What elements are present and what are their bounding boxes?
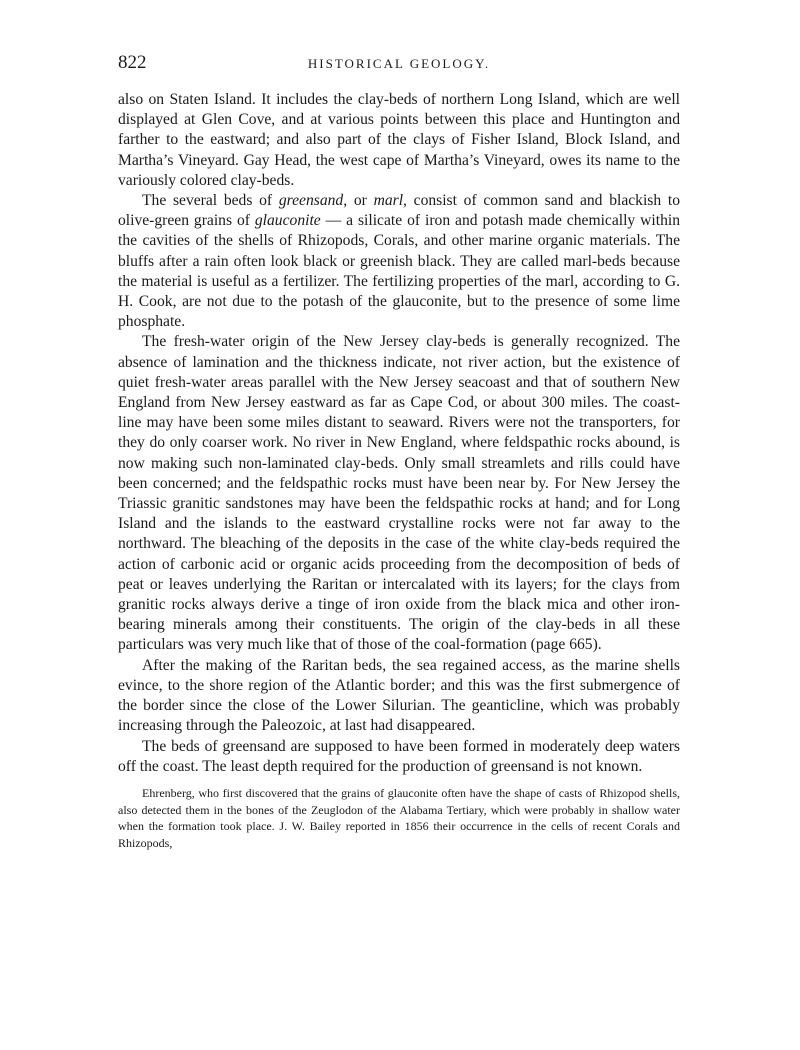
paragraph-continuation: also on Staten Island. It includes the clay-beds of northern Long Island, which are well displayed at Glen Cove, and at various points between this place and Huntington and farther to the eastward; and also part of the clays of Fisher Island, Block Island, and Martha’s Vineyard. Gay Head, the west cape of Martha’s Vineyard, owes its name to the variously colored clay-beds. [118, 91, 680, 189]
term-glauconite: glauconite [254, 212, 321, 230]
main-text [118, 90, 680, 777]
term-greensand: greensand [278, 192, 344, 210]
term-marl: marl [373, 192, 404, 210]
running-head [118, 48, 680, 78]
text-run: , consist of common sand and blackish to olive-green grains of [118, 192, 681, 230]
page-number: 822 [118, 52, 147, 73]
paragraph-raritan-beds: After the making of the Raritan beds, the sea regained access, as the marine shells evince, to the shore region of the Atlantic border; and this was the first submergence of the border since the close of the Lower Silurian. The geanticline, which was probably increasing through the Paleozoic, at last had disappeared. [118, 656, 680, 735]
running-title: HISTORICAL GEOLOGY. [307, 56, 491, 71]
paragraph-greensand [118, 191, 680, 332]
paragraph-fresh-water-origin: The fresh-water origin of the New Jersey clay-beds is generally recognized. The absence of lamination and the thickness indicate, not river action, but the existence of quiet fresh-water areas parallel with the New Jersey seacoast and that of southern New England from New Jersey eastward as far as Cape Cod, or about 300 miles. The coast-line may have been some miles distant to seaward. Rivers were not the transporters, for they do only coarser work. No river in New England, where feldspathic rocks abound, is now making such non-laminated clay-beds. Only small streamlets and rills could have been concerned; and the feldspathic rocks must have been near by. For New Jersey the Triassic granitic sandstones may have been the feldspathic rocks at hand; and for Long Island and the islands to the eastward crystalline rocks were not far away to the northward. The bleaching of the deposits in the case of the white clay-beds required the action of carbonic acid or organic acids proceeding from the decomposition of beds of peat or leaves underlying the Raritan or intercalated with its layers; for the clays from granitic rocks always derive a tinge of iron oxide from the black mica and other iron-bearing minerals among their constituents. The origin of the clay-beds in all these particulars was very much like that of those of the coal-formation (page 665). [118, 333, 680, 654]
book-page [118, 48, 680, 851]
text-run: The several beds of [142, 192, 279, 210]
text-run: , or [343, 192, 374, 210]
paragraph-greensand-depth: The beds of greensand are supposed to have been formed in moderately deep waters off the coast. The least depth required for the production of greensand is not known. [118, 737, 680, 775]
footnote-text: Ehrenberg, who first discovered that the grains of glauconite often have the shape of casts of Rhizopod shells, also detected them in the bones of the Zeuglodon of the Alabama Tertiary, which were probably in shallow water when the formation took place. J. W. Bailey reported in 1856 their occurrence in the cells of recent Corals and Rhizopods, [118, 785, 680, 850]
text-run: — a silicate of iron and potash made chemically within the cavities of the shells of Rhizopods, Corals, and other marine organic materials. The bluffs after a rain often look black or greenish black. They are called marl-beds because the material is useful as a fertilizer. The fertilizing properties of the marl, according to G. H. Cook, are not due to the potash of the glauconite, but to the presence of some lime phosphate. [118, 212, 680, 331]
footnote [118, 785, 680, 851]
